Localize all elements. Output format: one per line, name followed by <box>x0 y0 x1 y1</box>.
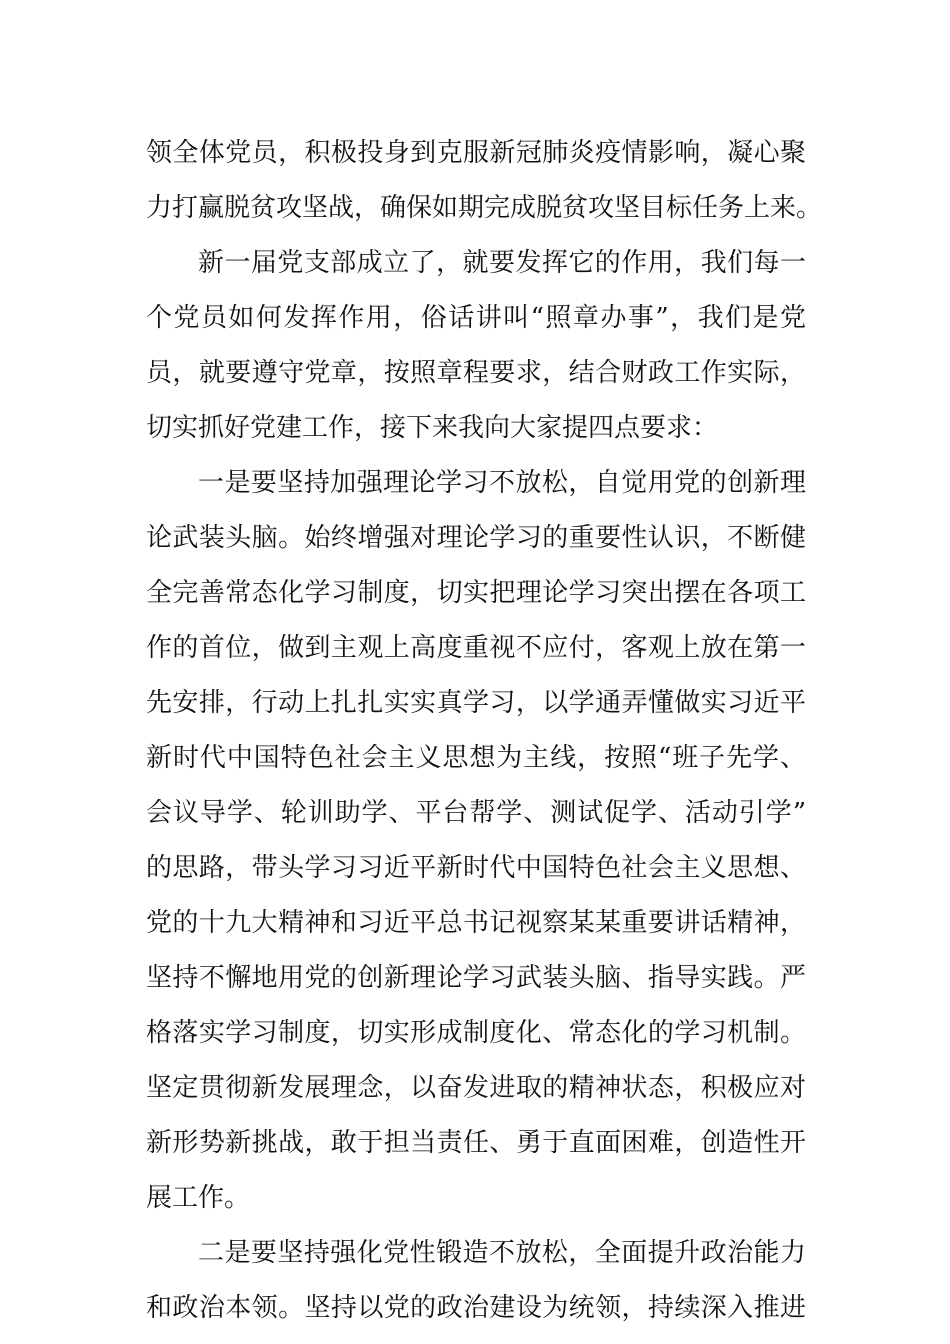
text-line: 全完善常态化学习制度，切实把理论学习突出摆在各项工 <box>146 578 806 608</box>
text-line: 新形势新挑战，敢于担当责任、勇于直面困难，创造性开 <box>146 1128 806 1158</box>
text-line: 和政治本领。坚持以党的政治建设为统领，持续深入推进 <box>146 1293 806 1323</box>
body-text <box>146 126 823 1336</box>
text-line: 格落实学习制度，切实形成制度化、常态化的学习机制。 <box>146 1018 806 1048</box>
text-line: 坚持不懈地用党的创新理论学习武装头脑、指导实践。严 <box>146 963 806 993</box>
text-line: 的思路，带头学习习近平新时代中国特色社会主义思想、 <box>146 853 806 883</box>
text-line: 坚定贯彻新发展理念，以奋发进取的精神状态，积极应对 <box>146 1073 806 1103</box>
text-line: 新一届党支部成立了，就要发挥它的作用，我们每一 <box>198 248 806 278</box>
text-line: 一是要坚持加强理论学习不放松，自觉用党的创新理 <box>198 468 806 498</box>
text-line: 力打赢脱贫攻坚战，确保如期完成脱贫攻坚目标任务上来。 <box>146 193 823 223</box>
text-line: 员，就要遵守党章，按照章程要求，结合财政工作实际， <box>146 358 806 388</box>
text-line: 先安排，行动上扎扎实实真学习，以学通弄懂做实习近平 <box>146 688 806 718</box>
text-line: 党的十九大精神和习近平总书记视察某某重要讲话精神， <box>146 908 806 938</box>
text-line: 个党员如何发挥作用，俗话讲叫“照章办事”，我们是党 <box>146 303 806 333</box>
text-line: 二是要坚持强化党性锻造不放松，全面提升政治能力 <box>198 1238 806 1268</box>
text-line: 切实抓好党建工作，接下来我向大家提四点要求： <box>146 413 719 443</box>
text-line: 新时代中国特色社会主义思想为主线，按照“班子先学、 <box>146 743 806 773</box>
text-line: 会议导学、轮训助学、平台帮学、测试促学、活动引学” <box>146 798 806 828</box>
text-line: 展工作。 <box>146 1183 251 1213</box>
text-line: 作的首位，做到主观上高度重视不应付，客观上放在第一 <box>146 633 806 663</box>
text-line: 领全体党员，积极投身到克服新冠肺炎疫情影响，凝心聚 <box>146 138 806 168</box>
text-line: 论武装头脑。始终增强对理论学习的重要性认识，不断健 <box>146 523 806 553</box>
